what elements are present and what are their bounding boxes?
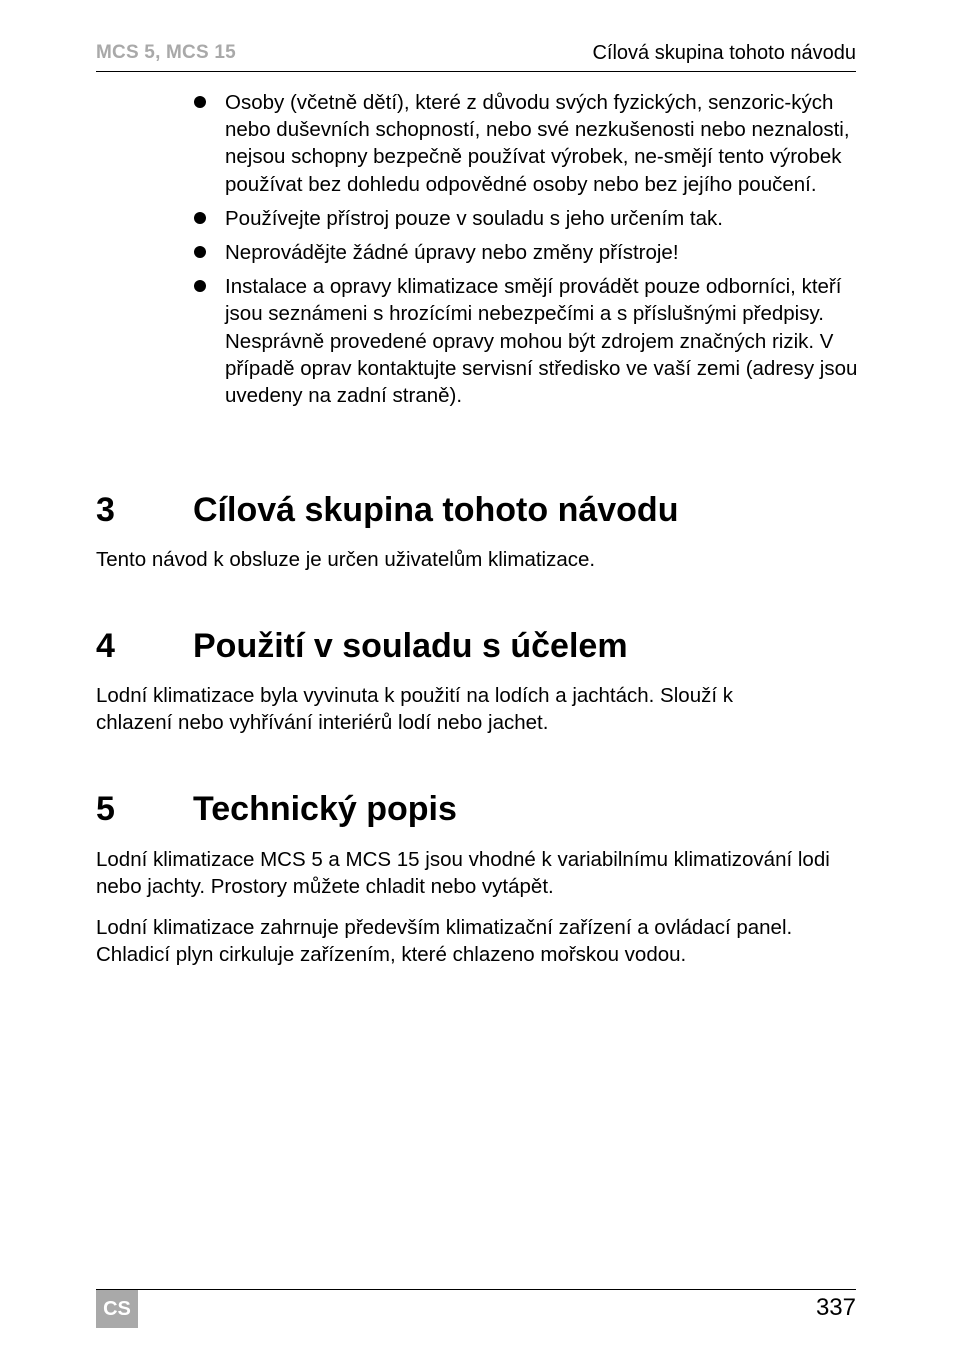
header-divider bbox=[96, 71, 856, 72]
section-title: Použití v souladu s účelem bbox=[193, 627, 628, 665]
section-number: 5 bbox=[96, 790, 115, 828]
bullet-dot-icon bbox=[194, 96, 206, 108]
section-number: 3 bbox=[96, 491, 115, 529]
section-4-heading bbox=[96, 626, 628, 666]
section-5-heading bbox=[96, 789, 457, 829]
page-number: 337 bbox=[815, 1294, 856, 1321]
list-item bbox=[193, 273, 865, 409]
bullet-text: Osoby (včetně dětí), které z důvodu svých fyzických, senzoric-kých nebo duševních schopností, nebo své nezkušenosti nebo neznalosti, nejsou schopny bezpečně používat výrobek, ne-smějí tento výrobek používat bez dohledu odpovědné osoby nebo bez jejího poučení. bbox=[225, 91, 850, 196]
header-section-title: Cílová skupina tohoto návodu bbox=[592, 42, 856, 64]
bullet-text: Instalace a opravy klimatizace smějí provádět pouze odborníci, kteří jsou seznámeni s hrozícími nebezpečími a s příslušnými předpisy. Nesprávně provedené opravy mohou být zdrojem značných rizik. V případě oprav kontaktujte servisní středisko ve vaší zemi (adresy jsou uvedeny na zadní straně). bbox=[225, 275, 858, 408]
list-item bbox=[193, 89, 865, 198]
bullet-dot-icon bbox=[194, 280, 206, 292]
list-item bbox=[193, 205, 865, 232]
bullet-text: Používejte přístroj pouze v souladu s jeho určením tak. bbox=[225, 206, 723, 230]
bullet-text: Neprovádějte žádné úpravy nebo změny přístroje! bbox=[225, 241, 679, 265]
bullet-dot-icon bbox=[194, 246, 206, 258]
header-model: MCS 5, MCS 15 bbox=[96, 42, 236, 63]
section-5-paragraph-2: Lodní klimatizace zahrnuje především klimatizační zařízení a ovládací panel. Chladicí plyn cirkuluje zařízením, které chlazeno mořskou vodou. bbox=[96, 916, 793, 967]
section-title: Technický popis bbox=[193, 790, 457, 828]
section-4-paragraph: Lodní klimatizace byla vyvinuta k použití na lodích a jachtách. Slouží k chlazení nebo vyhřívání interiérů lodí nebo jachet. bbox=[96, 684, 733, 735]
list-item bbox=[193, 239, 865, 266]
section-5-paragraph-1: Lodní klimatizace MCS 5 a MCS 15 jsou vhodné k variabilnímu klimatizování lodi nebo jachty. Prostory můžete chladit nebo vytápět. bbox=[96, 848, 830, 899]
language-badge: CS bbox=[96, 1290, 138, 1328]
section-number: 4 bbox=[96, 627, 115, 665]
section-title: Cílová skupina tohoto návodu bbox=[193, 491, 679, 529]
section-3-paragraph: Tento návod k obsluze je určen uživatelům klimatizace. bbox=[96, 548, 596, 571]
bullet-dot-icon bbox=[194, 212, 206, 224]
section-3-heading bbox=[96, 490, 678, 530]
safety-bullet-list bbox=[193, 89, 865, 416]
footer-divider bbox=[96, 1289, 856, 1290]
